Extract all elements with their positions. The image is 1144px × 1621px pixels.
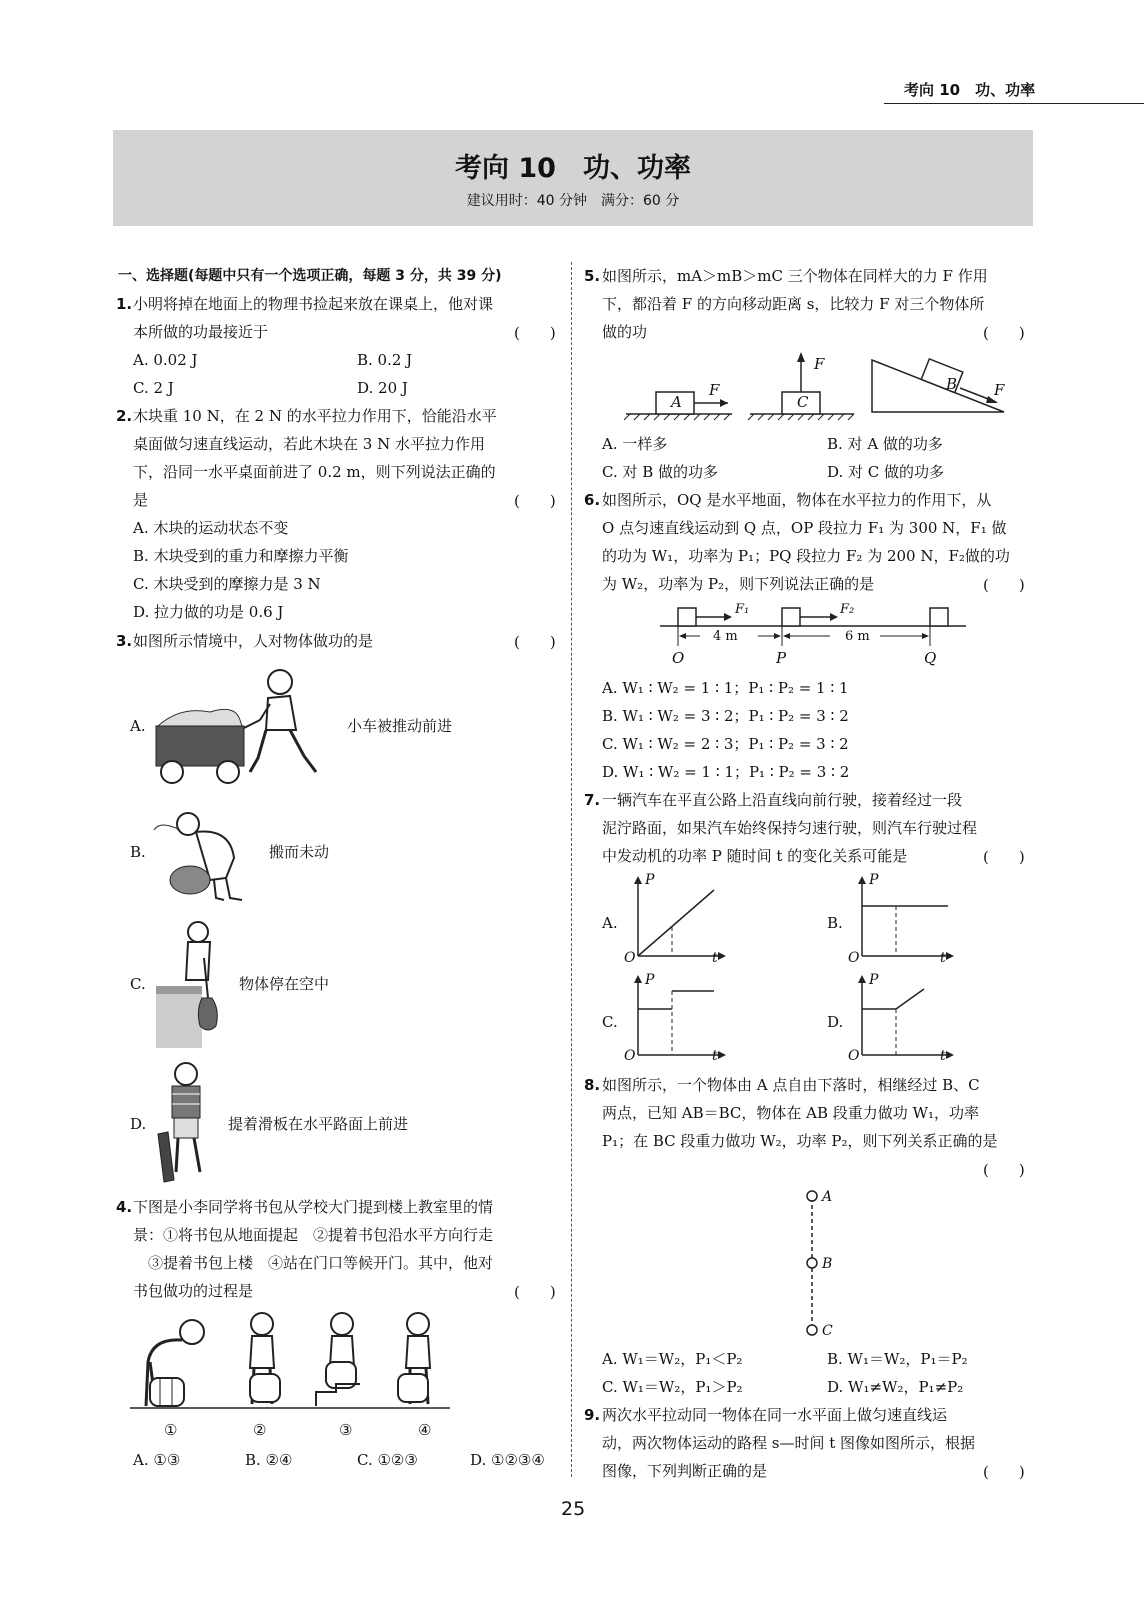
q4-figure-label: ① (164, 1421, 178, 1439)
q3-option-caption: 物体停在空中 (239, 975, 330, 993)
q6-label-p: P (776, 649, 787, 667)
q6-option[interactable]: B. W₁ ∶ W₂ = 3 ∶ 2；P₁ ∶ P₂ = 3 ∶ 2 (602, 707, 849, 725)
q7-origin-label: O (848, 950, 860, 966)
q5-line: 如图所示，mA＞mB＞mC 三个物体在同样大的力 F 作用 (602, 267, 988, 285)
q6-line: 如图所示，OQ 是水平地面，物体在水平拉力的作用下，从 (602, 491, 992, 509)
q8-label-c: C (822, 1323, 833, 1339)
q1-option[interactable]: C. 2 J (133, 379, 174, 397)
skateboard-illustration (154, 1062, 218, 1186)
q8-number: 8. (584, 1076, 601, 1094)
answer-paren[interactable]: ( ) (983, 848, 1025, 866)
q6-label-distance: 4 m (713, 629, 738, 644)
q9-line: 两次水平拉动同一物体在同一水平面上做匀速直线运 (602, 1406, 948, 1424)
q4-figure-label: ③ (339, 1421, 353, 1439)
q5-option[interactable]: D. 对 C 做的功多 (827, 463, 945, 481)
q6-label-o: O (672, 649, 685, 667)
q1-option[interactable]: A. 0.02 J (133, 351, 198, 369)
q1-option[interactable]: D. 20 J (357, 379, 408, 397)
q8-line: P₁；在 BC 段重力做功 W₂，功率 P₂，则下列关系正确的是 (602, 1132, 998, 1150)
q8-option[interactable]: B. W₁＝W₂，P₁＝P₂ (827, 1350, 968, 1368)
q8-option[interactable]: C. W₁＝W₂，P₁＞P₂ (602, 1378, 743, 1396)
q5-label-b: B (946, 375, 958, 393)
q4-option[interactable]: C. ①②③ (357, 1451, 418, 1469)
q1-option[interactable]: B. 0.2 J (357, 351, 413, 369)
q5-label-c: C (797, 393, 809, 411)
q4-figure-label: ④ (418, 1421, 432, 1439)
q9-line: 动，两次物体运动的路程 s—时间 t 图像如图所示，根据 (602, 1434, 976, 1452)
holding-illustration (152, 920, 232, 1050)
running-header: 考向 10 功、功率 (904, 81, 1036, 99)
header-rule (884, 103, 1144, 104)
q6-label-q: Q (924, 649, 937, 667)
title-banner (113, 130, 1033, 226)
q5-option[interactable]: A. 一样多 (602, 435, 668, 453)
answer-paren[interactable]: ( ) (514, 1283, 556, 1301)
q3-option-caption: 提着滑板在水平路面上前进 (228, 1115, 409, 1133)
q2-line: 是 (133, 491, 149, 509)
q6-option[interactable]: D. W₁ ∶ W₂ = 1 ∶ 1；P₁ ∶ P₂ = 3 ∶ 2 (602, 763, 850, 781)
q6-option[interactable]: C. W₁ ∶ W₂ = 2 ∶ 3；P₁ ∶ P₂ = 3 ∶ 2 (602, 735, 849, 753)
q2-option[interactable]: B. 木块受到的重力和摩擦力平衡 (133, 547, 349, 565)
q7-axis-label-p: P (645, 872, 655, 888)
q7-origin-label: O (624, 1048, 636, 1064)
q6-number: 6. (584, 491, 601, 509)
q5-label-a: A (671, 393, 682, 411)
q9-number: 9. (584, 1406, 601, 1424)
q4-option[interactable]: B. ②④ (245, 1451, 293, 1469)
q5-option[interactable]: B. 对 A 做的功多 (827, 435, 943, 453)
schoolbag-illustration (130, 1312, 450, 1412)
q2-number: 2. (116, 407, 133, 425)
answer-paren[interactable]: ( ) (983, 576, 1025, 594)
q3-line: 如图所示情境中，人对物体做功的是 (133, 632, 374, 650)
answer-paren[interactable]: ( ) (983, 324, 1025, 342)
q7-line: 中发动机的功率 P 随时间 t 的变化关系可能是 (602, 847, 908, 865)
q6-line: 为 W₂，功率为 P₂，则下列说法正确的是 (602, 575, 875, 593)
q4-line: 书包做功的过程是 (133, 1282, 254, 1300)
q5-label-force: F (709, 381, 720, 399)
q2-option[interactable]: C. 木块受到的摩擦力是 3 N (133, 575, 321, 593)
q7-option-letter[interactable]: D. (827, 1013, 844, 1031)
q4-figure-label: ② (253, 1421, 267, 1439)
q9-line: 图像，下列判断正确的是 (602, 1462, 768, 1480)
q3-option-letter[interactable]: C. (130, 975, 146, 993)
q8-line: 如图所示，一个物体由 A 点自由下落时，相继经过 B、C (602, 1076, 980, 1094)
q6-line: 的功为 W₁，功率为 P₁；PQ 段拉力 F₂ 为 200 N，F₂做的功 (602, 547, 1010, 565)
answer-paren[interactable]: ( ) (514, 492, 556, 510)
q5-number: 5. (584, 267, 601, 285)
q7-axis-label-t: t (712, 1048, 718, 1064)
q7-option-letter[interactable]: C. (602, 1013, 618, 1031)
q7-line: 泥泞路面，如果汽车始终保持匀速行驶，则汽车行驶过程 (602, 819, 978, 837)
q4-option[interactable]: A. ①③ (133, 1451, 181, 1469)
q3-option-letter[interactable]: B. (130, 843, 146, 861)
q5-label-force: F (814, 355, 825, 373)
q8-option[interactable]: D. W₁≠W₂，P₁≠P₂ (827, 1378, 964, 1396)
q3-option-caption: 小车被推动前进 (347, 717, 453, 735)
q6-label-distance: 6 m (845, 629, 870, 644)
q4-line: ③提着书包上楼 ④站在门口等候开门。其中，他对 (148, 1254, 494, 1272)
q4-number: 4. (116, 1198, 133, 1216)
q7-axis-label-t: t (940, 950, 946, 966)
q3-number: 3. (116, 632, 133, 650)
q7-option-letter[interactable]: B. (827, 914, 843, 932)
q6-option[interactable]: A. W₁ ∶ W₂ = 1 ∶ 1；P₁ ∶ P₂ = 1 ∶ 1 (602, 679, 849, 697)
q6-label-f2: F₂ (840, 602, 855, 617)
q1-number: 1. (116, 295, 133, 313)
q7-axis-label-p: P (645, 972, 655, 988)
answer-paren[interactable]: ( ) (514, 324, 556, 342)
answer-paren[interactable]: ( ) (983, 1161, 1025, 1179)
answer-paren[interactable]: ( ) (983, 1463, 1025, 1481)
q2-line: 下，沿同一水平桌面前进了 0.2 m，则下列说法正确的 (133, 463, 496, 481)
q4-line: 景：①将书包从地面提起 ②提着书包沿水平方向行走 (133, 1226, 494, 1244)
q5-label-force: F (994, 381, 1005, 399)
q3-option-caption: 搬而未动 (269, 843, 330, 861)
page-title: 考向 10 功、功率 (455, 153, 691, 184)
q4-line: 下图是小李同学将书包从学校大门提到楼上教室里的情 (133, 1198, 494, 1216)
q7-axis-label-t: t (940, 1048, 946, 1064)
q7-line: 一辆汽车在平直公路上沿直线向前行驶，接着经过一段 (602, 791, 963, 809)
q2-option[interactable]: A. 木块的运动状态不变 (133, 519, 289, 537)
q2-line: 桌面做匀速直线运动，若此木块在 3 N 水平拉力作用 (133, 435, 485, 453)
q5-line: 做的功 (602, 323, 648, 341)
cart-push-illustration (150, 668, 330, 788)
q3-option-letter[interactable]: D. (130, 1115, 147, 1133)
q7-origin-label: O (624, 950, 636, 966)
q7-option-letter[interactable]: A. (602, 914, 618, 932)
page-subtitle: 建议用时：40 分钟 满分：60 分 (466, 193, 680, 209)
q5-option[interactable]: C. 对 B 做的功多 (602, 463, 719, 481)
q8-label-a: A (822, 1189, 833, 1205)
lifting-illustration (150, 808, 260, 904)
q7-number: 7. (584, 791, 601, 809)
q6-line: O 点匀速直线运动到 Q 点，OP 段拉力 F₁ 为 300 N，F₁ 做 (602, 519, 1007, 537)
q7-axis-label-t: t (712, 950, 718, 966)
column-divider (571, 262, 572, 1477)
section-heading: 一、选择题(每题中只有一个选项正确，每题 3 分，共 39 分) (118, 268, 502, 284)
q2-line: 木块重 10 N，在 2 N 的水平拉力作用下，恰能沿水平 (133, 407, 497, 425)
q8-line: 两点，已知 AB＝BC，物体在 AB 段重力做功 W₁，功率 (602, 1104, 979, 1122)
q7-axis-label-p: P (869, 872, 879, 888)
q7-axis-label-p: P (869, 972, 879, 988)
q4-option[interactable]: D. ①②③④ (470, 1451, 545, 1469)
q2-option[interactable]: D. 拉力做的功是 0.6 J (133, 603, 284, 621)
page-number: 25 (561, 1498, 586, 1520)
q8-option[interactable]: A. W₁＝W₂，P₁＜P₂ (602, 1350, 743, 1368)
q8-label-b: B (822, 1256, 833, 1272)
q5-line: 下，都沿着 F 的方向移动距离 s，比较力 F 对三个物体所 (602, 295, 985, 313)
answer-paren[interactable]: ( ) (514, 633, 556, 651)
q1-line: 小明将掉在地面上的物理书捡起来放在课桌上，他对课 (133, 295, 494, 313)
q7-origin-label: O (848, 1048, 860, 1064)
q1-line: 本所做的功最接近于 (133, 323, 269, 341)
q6-label-f1: F₁ (735, 602, 750, 617)
q3-option-letter[interactable]: A. (130, 717, 146, 735)
